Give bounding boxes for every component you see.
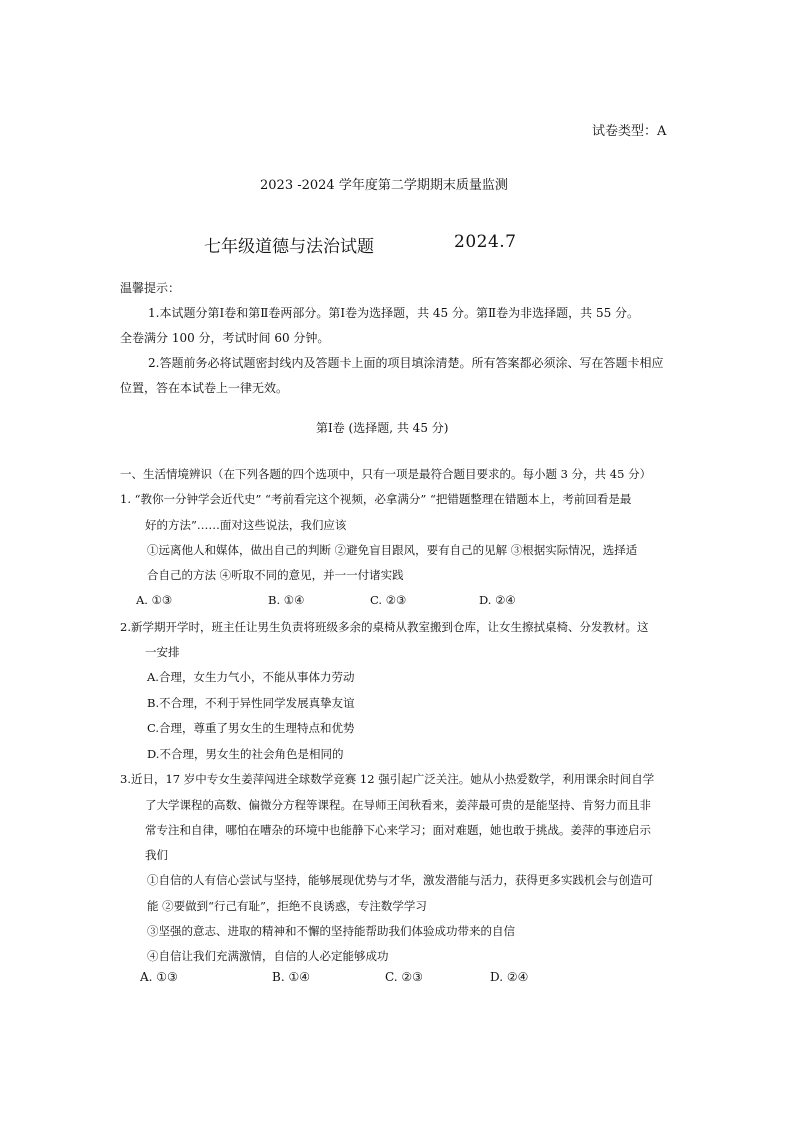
q3-option-d: D. ②④	[490, 970, 529, 984]
q3-option-c: C. ②③	[385, 970, 423, 984]
tips-item-1-cont: 全卷满分 100 分，考试时间 60 分钟。	[120, 331, 330, 345]
exam-name: 2023 -2024 学年度第二学期期末质量监测	[260, 178, 508, 193]
q3-statement-4: ④自信让我们充满激情，自信的人必定能够成功	[147, 949, 389, 963]
q1-statements-cont: 合自己的方法 ④听取不同的意见，并一一付诸实践	[147, 568, 404, 582]
q1-statements: ①远离他人和媒体，做出自己的判断 ②避免盲目跟风，要有自己的见解 ③根据实际情况，选择适	[147, 543, 638, 557]
q1-option-d: D. ②④	[479, 593, 516, 607]
q1-option-c: C. ②③	[370, 593, 407, 607]
tips-item-2-cont: 位置，答在本试卷上一律无效。	[120, 381, 289, 395]
tips-item-1: 1.本试题分第Ⅰ卷和第Ⅱ卷两部分。第Ⅰ卷为选择题，共 45 分。第Ⅱ卷为非选择题，共 55 分。	[148, 306, 640, 320]
q1-stem: 1. “教你一分钟学会近代史” “考前看完这个视频，必拿满分” “把错题整理在错题本上，考前回看是最	[120, 492, 632, 506]
paper-type: 试卷类型：A	[592, 124, 667, 139]
tips-item-2: 2.答题前务必将试题密封线内及答题卡上面的项目填涂清楚。所有答案都必须涂、写在答题卡相应	[148, 356, 664, 370]
page-title: 七年级道德与法治试题	[204, 237, 374, 257]
tips-heading: 温馨提示：	[120, 281, 181, 295]
q3-statement-2: 能 ②要做到“行己有耻”，拒绝不良诱惑，专注数学学习	[147, 899, 427, 913]
q2-option-a: A.合理，女生力气小，不能从事体力劳动	[147, 670, 355, 684]
q3-statement-1: ①自信的人有信心尝试与坚持，能够展现优势与才华，激发潜能与活力，获得更多实践机会与创造可	[147, 873, 653, 887]
q3-statement-3: ③坚强的意志、进取的精神和不懈的坚持能帮助我们体验成功带来的自信	[147, 924, 515, 938]
q3-stem: 3.近日，17 岁中专女生姜萍闯进全球数学竞赛 12 强引起广泛关注。她从小热爱数学，利用课余时间自学	[120, 772, 655, 786]
q2-stem-cont: 一安排	[145, 645, 180, 659]
q1-option-a: A. ①③	[136, 593, 173, 607]
q3-stem-cont-1: 了大学课程的高数、偏微分方程等课程。在导师王闰秋看来，姜萍最可贵的是能坚持、肯努力而且非	[145, 798, 651, 812]
q3-stem-cont-2: 常专注和自律，哪怕在嘈杂的环境中也能静下心来学习；面对难题，她也敢于挑战。姜萍的事迹启示	[145, 823, 651, 837]
q2-option-b: B.不合理，不利于异性同学发展真挚友谊	[147, 696, 355, 710]
q2-stem: 2.新学期开学时，班主任让男生负责将班级多余的桌椅从教室搬到仓库，让女生擦拭桌椅、分发教材。这	[120, 620, 649, 634]
q1-option-b: B. ①④	[268, 593, 305, 607]
part1-heading: 第Ⅰ卷 (选择题, 共 45 分)	[316, 421, 449, 435]
q2-option-c: C.合理，尊重了男女生的生理特点和优势	[147, 721, 355, 735]
q3-stem-cont-3: 我们	[145, 848, 168, 862]
q3-option-b: B. ①④	[272, 970, 310, 984]
section-title: 一、生活情境辨识（在下列各题的四个选项中，只有一项是最符合题目要求的。每小题 3 分，共 45 分）	[120, 467, 652, 481]
exam-date: 2024.7	[454, 232, 517, 252]
q2-option-d: D.不合理，男女生的社会角色是相同的	[147, 747, 344, 761]
q3-option-a: A. ①③	[140, 970, 178, 984]
q1-stem-cont: 好的方法”……面对这些说法，我们应该	[145, 518, 347, 532]
